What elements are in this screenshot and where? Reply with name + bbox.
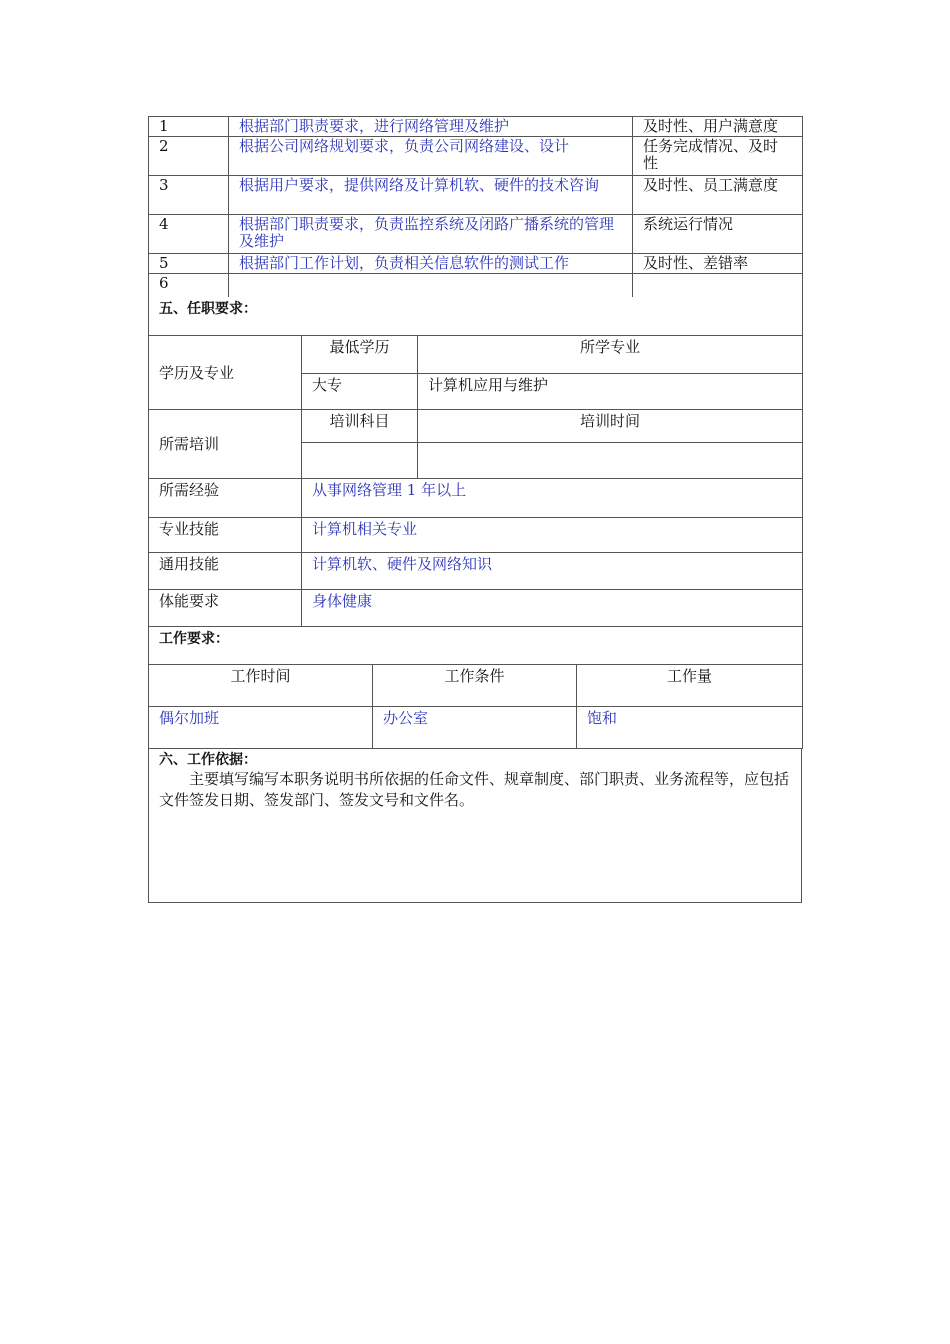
requirements-table: [148, 297, 803, 628]
duty-content: 根据公司网络规划要求，负责公司网络建设、设计: [229, 137, 633, 176]
duty-number: 5: [149, 254, 229, 274]
table-row: [149, 176, 803, 215]
duty-standard: 及时性、员工满意度: [633, 176, 803, 215]
duty-standard: [633, 274, 803, 297]
work-condition-value: 办公室: [373, 706, 577, 748]
work-load-header: 工作量: [577, 664, 803, 706]
table-row: [149, 215, 803, 254]
training-time-value: [418, 443, 803, 479]
major-value: 计算机应用与维护: [418, 374, 803, 410]
duty-content: 根据部门工作计划，负责相关信息软件的测试工作: [229, 254, 633, 274]
duty-number: 6: [149, 274, 229, 297]
duty-content: 根据部门职责要求，进行网络管理及维护: [229, 117, 633, 137]
table-row: [149, 137, 803, 176]
training-label: 所需培训: [149, 410, 302, 479]
duty-content: 根据部门职责要求，负责监控系统及闭路广播系统的管理及维护: [229, 215, 633, 254]
general-skill-label: 通用技能: [149, 553, 302, 590]
section-title-requirements: 五、任职要求：: [149, 297, 803, 336]
section-title-basis: 六、工作依据：: [159, 751, 257, 768]
pro-skill-value: 计算机相关专业: [302, 518, 803, 553]
work-load-value: 饱和: [577, 706, 803, 748]
min-education-header: 最低学历: [302, 336, 418, 374]
physical-label: 体能要求: [149, 590, 302, 627]
major-header: 所学专业: [418, 336, 803, 374]
training-time-header: 培训时间: [418, 410, 803, 443]
experience-value: 从事网络管理 1 年以上: [302, 479, 803, 518]
duty-content: 根据用户要求，提供网络及计算机软、硬件的技术咨询: [229, 176, 633, 215]
work-requirements-table: [148, 627, 803, 749]
work-time-header: 工作时间: [149, 664, 373, 706]
duty-standard: 及时性、差错率: [633, 254, 803, 274]
duty-number: 1: [149, 117, 229, 137]
duty-number: 4: [149, 215, 229, 254]
work-basis-table: [148, 749, 802, 904]
job-description-document: [148, 116, 802, 903]
training-subject-value: [302, 443, 418, 479]
pro-skill-label: 专业技能: [149, 518, 302, 553]
experience-label: 所需经验: [149, 479, 302, 518]
basis-text: 主要填写编写本职务说明书所依据的任命文件、规章制度、部门职责、业务流程等，应包括文件签发日期、签发部门、签发文号和文件名。: [159, 769, 790, 809]
duty-number: 3: [149, 176, 229, 215]
duty-number: 2: [149, 137, 229, 176]
table-row: [149, 117, 803, 137]
education-label: 学历及专业: [149, 336, 302, 410]
work-condition-header: 工作条件: [373, 664, 577, 706]
min-education-value: 大专: [302, 374, 418, 410]
duty-standard: 任务完成情况、及时性: [633, 137, 803, 176]
section-title-work: 工作要求：: [149, 627, 803, 664]
duty-standard: 及时性、用户满意度: [633, 117, 803, 137]
work-basis-cell: [149, 749, 802, 903]
duty-standard: 系统运行情况: [633, 215, 803, 254]
table-row: [149, 274, 803, 297]
physical-value: 身体健康: [302, 590, 803, 627]
general-skill-value: 计算机软、硬件及网络知识: [302, 553, 803, 590]
table-row: [149, 254, 803, 274]
duties-table: [148, 116, 803, 297]
duty-content: [229, 274, 633, 297]
training-subject-header: 培训科目: [302, 410, 418, 443]
work-time-value: 偶尔加班: [149, 706, 373, 748]
